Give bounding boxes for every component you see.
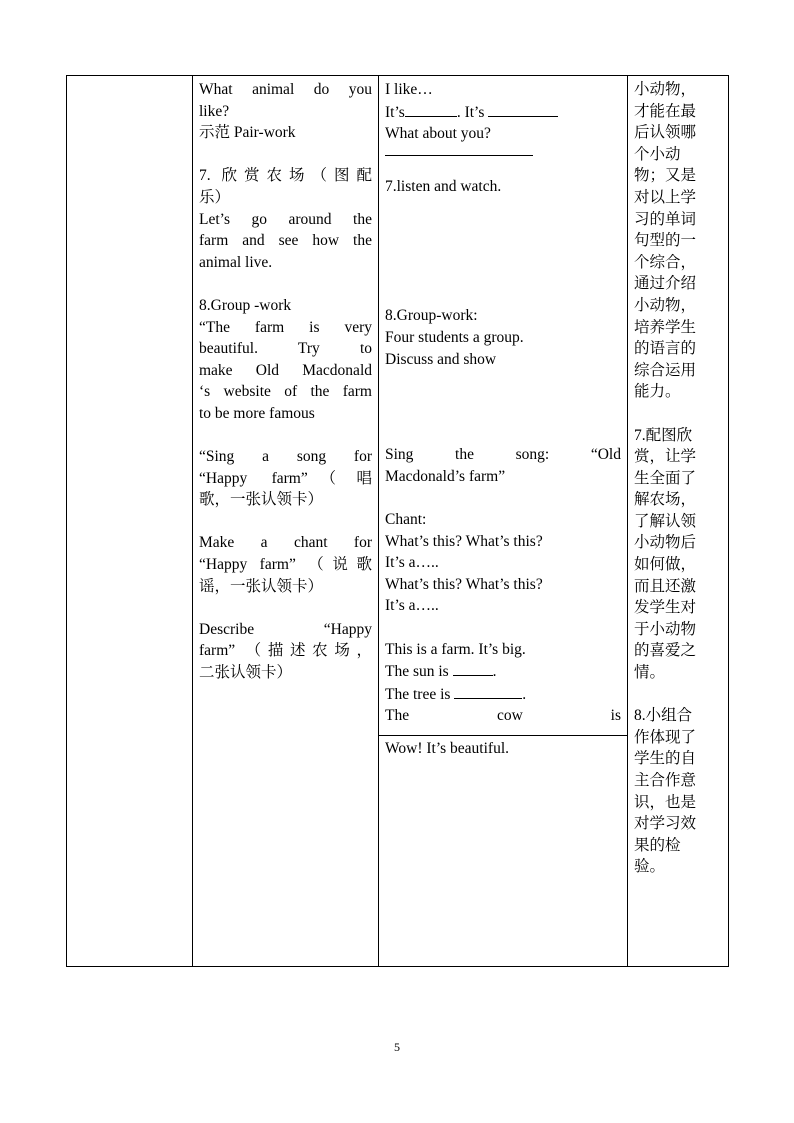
intent-line: 了解认领 — [634, 512, 697, 530]
intent-line: 果的检 — [634, 836, 681, 854]
intent-paragraph — [634, 425, 722, 684]
text-line: 8.Group -work — [199, 296, 292, 314]
intent-line: 的喜爱之 — [634, 642, 697, 660]
text-line: 7. 欣赏农场（图配 — [199, 167, 372, 185]
fill-in-blank — [488, 101, 558, 117]
text-line: The cow is — [385, 707, 621, 725]
intent-line: 的语言的 — [634, 340, 697, 358]
intent-line: 培养学生 — [634, 318, 697, 336]
text-line: Wow! It’s beautiful. — [385, 739, 510, 757]
intent-line: 小动物， — [634, 296, 697, 314]
intent-line: 情。 — [634, 664, 666, 682]
text-line: animal live. — [199, 253, 273, 271]
text-line: “The farm is very — [199, 318, 372, 336]
text-fragment: It’s — [385, 103, 405, 121]
text-line: Chant: — [385, 510, 427, 528]
intent-line: 8.小组合 — [634, 707, 693, 725]
fill-in-blank — [453, 660, 493, 676]
text-line: 乐） — [199, 188, 231, 206]
text-line: make Old Macdonald — [199, 361, 372, 379]
intent-line: 如何做， — [634, 556, 697, 574]
intent-line: 个小动 — [634, 145, 681, 163]
intent-line: 对以上学 — [634, 188, 697, 206]
text-line: 8.Group-work: — [385, 307, 478, 325]
answer-line — [379, 735, 627, 736]
empty-cell — [67, 76, 193, 967]
intent-paragraph — [634, 705, 722, 878]
intent-line: 验。 — [634, 858, 666, 876]
text-line: The sun is . — [385, 660, 621, 683]
page-number: 5 — [394, 1040, 400, 1054]
text-line: The tree is . — [385, 683, 621, 706]
text-line: 示范 Pair-work — [199, 124, 296, 142]
intent-line: 对学习效 — [634, 815, 697, 833]
text-fragment: The tree is — [385, 685, 451, 703]
text-line: Sing the song: “Old — [385, 446, 621, 464]
text-line: What animal do you — [199, 81, 372, 98]
text-line: What’s this? What’s this? — [385, 575, 543, 593]
text-line: farm” （描述农场， — [199, 642, 372, 660]
text-line: 歌，一张认领卡） — [199, 491, 324, 509]
text-line: “Happy farm”（唱 — [199, 469, 372, 487]
intent-line: 句型的一 — [634, 232, 697, 250]
intent-line: 生全面了 — [634, 469, 697, 487]
intent-line: 赏，让学 — [634, 448, 697, 466]
intent-line: 能力。 — [634, 383, 681, 401]
text-line: beautiful. Try to — [199, 340, 372, 358]
text-line: farm and see how the — [199, 232, 372, 250]
text-line: ‘s website of the farm — [199, 383, 372, 401]
intent-line: 识，也是 — [634, 793, 697, 811]
text-line: What about you? — [385, 125, 491, 143]
text-line: “Happy farm” （说歌 — [199, 556, 372, 574]
text-line: 谣，一张认领卡） — [199, 577, 324, 595]
text-line: Make a chant for — [199, 534, 372, 552]
fill-in-blank — [454, 683, 522, 699]
text-line: It’s a….. — [385, 554, 439, 572]
intent-line: 于小动物 — [634, 620, 697, 638]
text-line: Macdonald’s farm” — [385, 467, 506, 485]
lesson-plan-table — [66, 75, 729, 967]
text-line: “Sing a song for — [199, 448, 372, 466]
text-line: I like… — [385, 81, 433, 98]
intent-line: 才能在最 — [634, 102, 697, 120]
text-fragment: The sun is — [385, 663, 449, 681]
text-line: to be more famous — [199, 404, 315, 422]
intent-line: 学生的自 — [634, 750, 697, 768]
text-line: like? — [199, 102, 230, 120]
intent-line: 主合作意 — [634, 772, 697, 789]
intent-line: 而且还激 — [634, 577, 697, 595]
intent-line: 小动物， — [634, 81, 697, 98]
intent-line: 后认领哪 — [634, 124, 697, 142]
teacher-activity-cell — [193, 76, 379, 967]
text-fragment: . It’s — [456, 103, 485, 121]
text-line: Discuss and show — [385, 350, 497, 368]
text-line: It’s a….. — [385, 597, 439, 615]
intent-line: 习的单词 — [634, 210, 697, 228]
intent-line: 7.配图欣 — [634, 426, 693, 444]
text-line: 7.listen and watch. — [385, 177, 502, 195]
intent-paragraph — [634, 79, 722, 403]
intent-line: 物；又是 — [634, 167, 697, 185]
text-line: Four students a group. — [385, 328, 524, 346]
intent-line: 个综合， — [634, 253, 697, 271]
intent-line: 综合运用 — [634, 361, 697, 379]
text-line: 二张认领卡） — [199, 664, 293, 682]
design-intent-cell — [628, 76, 729, 967]
intent-line: 解农场， — [634, 491, 697, 509]
fill-in-blank — [405, 101, 457, 117]
text-line: What’s this? What’s this? — [385, 532, 543, 550]
table-row — [67, 76, 729, 967]
intent-line: 作体现了 — [634, 728, 697, 746]
text-line: Let’s go around the — [199, 210, 372, 228]
intent-line: 发学生对 — [634, 599, 697, 617]
intent-line: 通过介绍 — [634, 275, 697, 293]
text-line: This is a farm. It’s big. — [385, 640, 526, 658]
text-line — [385, 101, 621, 124]
student-activity-cell — [379, 76, 628, 967]
text-line: Describe “Happy — [199, 620, 372, 638]
intent-line: 小动物后 — [634, 534, 697, 552]
